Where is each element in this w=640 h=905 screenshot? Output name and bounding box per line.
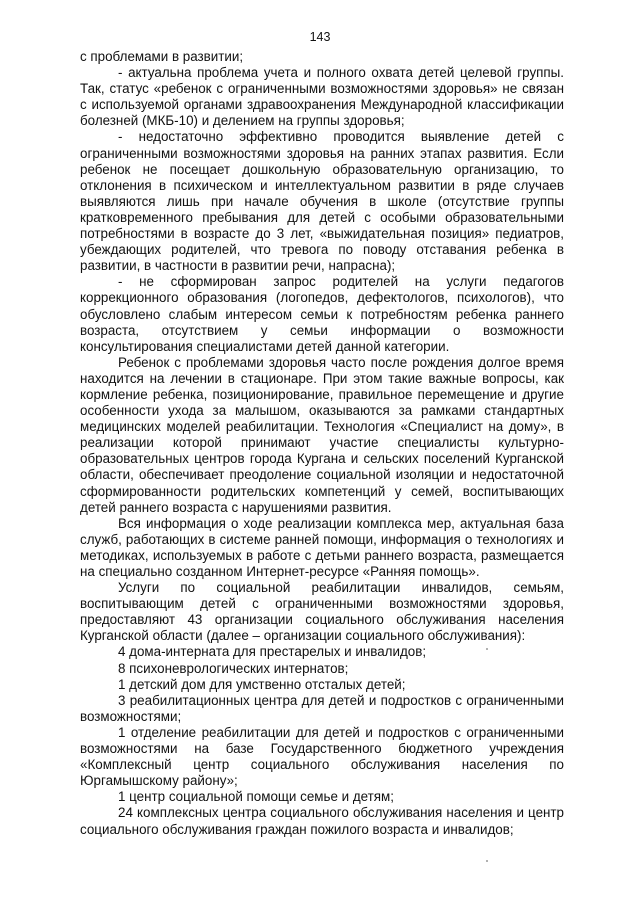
list-item: 1 детский дом для умственно отсталых детей;	[118, 676, 406, 692]
list-item: 3 реабилитационных центра для детей и подростков с ограниченными возможностями;	[80, 692, 564, 724]
scan-speck	[486, 648, 488, 650]
list-item: 1 отделение реабилитации для детей и подростков с ограниченными возможностями на базе Государственного бюджетного учреждения «Комплексный центр социального обслуживания населения по Юргамышскому району»;	[80, 724, 564, 789]
paragraph: Ребенок с проблемами здоровья часто после рождения долгое время находится на лечении в стационаре. При этом такие важные вопросы, как кормление ребенка, позиционирование, правильное перемещение и другие особенности ухода за малышом, оказываются за рамками стандартных медицинских моделей реабилитации. Технология «Специалист на дому», в реализации которой принимают участие специалисты культурно-образовательных центров города Кургана и сельских поселений Курганской области, обеспечивает преодоление социальной изоляции и недостаточной сформированности родительских компетенций у семей, воспитывающих детей раннего возраста с нарушениями развития.	[80, 354, 564, 515]
paragraph: с проблемами в развитии;	[80, 49, 244, 64]
paragraph: - актуальна проблема учета и полного охвата детей целевой группы. Так, статус «ребенок с ограниченными возможностями здоровья» не связан с используемой органами здравоохранения Международной классификации болезней (МКБ-10) и делением на группы здоровья;	[80, 65, 564, 129]
paragraph: Вся информация о ходе реализации комплекса мер, актуальная база служб, работающих в системе ранней помощи, информация о технологиях и методиках, используемых в работе с детьми раннего возраста, размещается на специально созданном Интернет-ресурсе «Ранняя помощь».	[80, 515, 564, 579]
list-item: 24 комплексных центра социального обслуживания населения и центр социального обслуживания граждан пожилого возраста и инвалидов;	[80, 805, 564, 837]
paragraph: - недостаточно эффективно проводится выявление детей с ограниченными возможностями здоровья на ранних этапах развития. Если ребенок не посещает дошкольную образовательную организацию, то отклонения в психическом и интеллектуальном развитии в ряде случаев выявляются лишь при начале обучения в школе (отсутствие группы кратковременного пребывания для детей с особыми образовательными потребностями в возрасте до 3 лет, «выжидательная позиция» педиатров, убеждающих родителей, что тревога по поводу отставания ребенка в развитии, в частности в развитии речи, напрасна);	[80, 129, 564, 274]
paragraph: - не сформирован запрос родителей на услуги педагогов коррекционного образования (логопедов, дефектологов, психологов), что обусловлено слабым интересом семьи к потребностям ребенка раннего возраста, отсутствием у семьи информации о возможности консультирования специалистами детей данной категории.	[80, 274, 564, 354]
page-number: 143	[309, 30, 331, 44]
paragraph: Услуги по социальной реабилитации инвалидов, семьям, воспитывающим детей с ограниченными возможностями здоровья, предоставляют 43 организации социального обслуживания населения Курганской области (далее – организации социального обслуживания):	[80, 580, 564, 644]
list-item: 4 дома-интерната для престарелых и инвалидов;	[118, 644, 427, 660]
list-item: 8 психоневрологических интернатов;	[118, 660, 349, 676]
list-item: 1 центр социальной помощи семье и детям;	[118, 789, 394, 805]
scan-speck	[486, 860, 488, 862]
document-body	[80, 49, 564, 838]
